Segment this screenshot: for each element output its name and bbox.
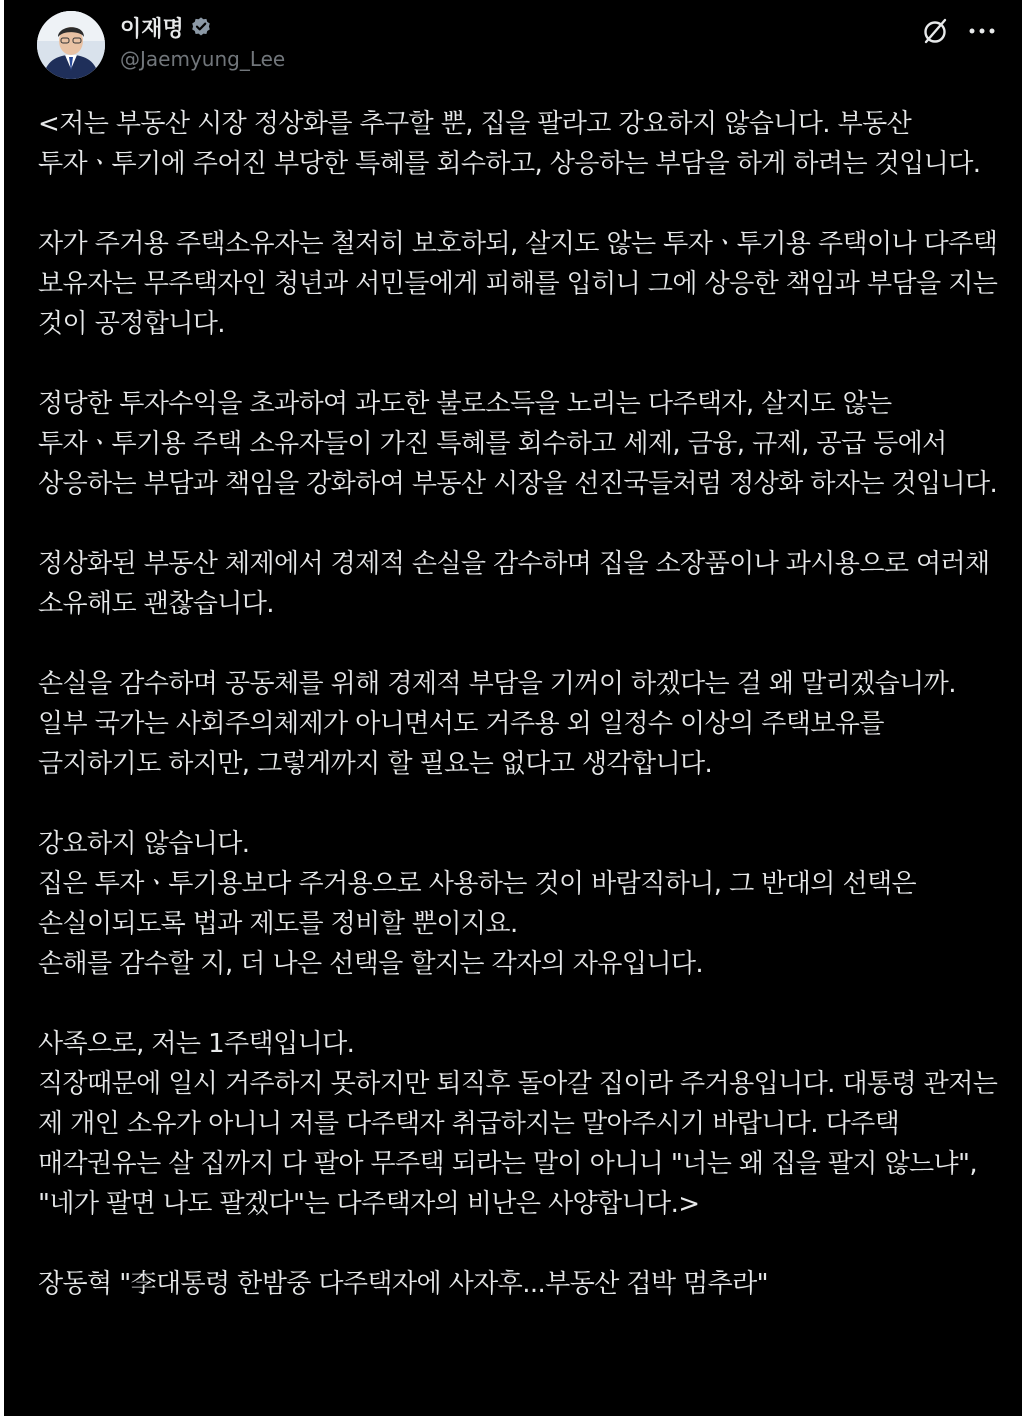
verified-badge-icon: [190, 16, 212, 38]
avatar-image: [37, 11, 105, 79]
post-line: 손해를 감수할 지, 더 나은 선택을 할지는 각자의 자유입니다.: [38, 949, 704, 979]
user-handle[interactable]: @Jaemyung_Lee: [120, 47, 286, 71]
more-options-button[interactable]: [964, 14, 1000, 48]
grok-icon: [920, 16, 950, 46]
post-paragraph-3: 정당한 투자수익을 초과하여 과도한 불로소득을 노리는 다주택자, 살지도 않는 투자ㆍ투기용 주택 소유자들이 가진 특혜를 회수하고 세제, 금융, 규제, 공급 등에서 상응하는 부담과 책임을 강화하여 부동산 시장을 선진국들처럼 정상화 하자는 것입니다.: [38, 389, 998, 499]
post-line: 집은 투자ㆍ투기용보다 주거용으로 사용하는 것이 바람직하니, 그 반대의 선택은 손실이되도록 법과 제도를 정비할 뿐이지요.: [38, 869, 917, 939]
name-row: [120, 12, 212, 42]
post-paragraph-2: 자가 주거용 주택소유자는 철저히 보호하되, 살지도 않는 투자ㆍ투기용 주택이나 다주택 보유자는 무주택자인 청년과 서민들에게 피해를 입히니 그에 상응한 책임과 부담을 지는 것이 공정합니다.: [38, 229, 998, 339]
quoted-headline: 장동혁 "李대통령 한밤중 다주택자에 사자후...부동산 겁박 멈추라": [38, 1269, 769, 1299]
post-paragraph-7: [38, 1024, 1006, 1224]
post-line: 직장때문에 일시 거주하지 못하지만 퇴직후 돌아갈 집이라 주거용입니다. 대통령 관저는 제 개인 소유가 아니니 저를 다주택자 취급하지는 말아주시기 바랍니다. 다주택 매각권유는 살 집까지 다 팔아 무주택 되라는 말이 아니니 "너는 왜 집을 팔지 않느냐", "네가 팔면 나도 팔겠다"는 다주택자의 비난은 사양합니다.>: [38, 1069, 998, 1219]
grok-button[interactable]: [918, 14, 952, 48]
avatar[interactable]: [37, 11, 105, 79]
display-name[interactable]: 이재명: [120, 16, 184, 42]
post-paragraph-6: [38, 824, 1006, 984]
post-paragraph-1: <저는 부동산 시장 정상화를 추구할 뿐, 집을 팔라고 강요하지 않습니다. 부동산 투자ㆍ투기에 주어진 부당한 특혜를 회수하고, 상응하는 부담을 하게 하려는 것입니다.: [38, 109, 981, 179]
post-body: [38, 104, 1006, 1304]
post-paragraph-4: 정상화된 부동산 체제에서 경제적 손실을 감수하며 집을 소장품이나 과시용으로 여러채 소유해도 괜찮습니다.: [38, 549, 990, 619]
post-line: 사족으로, 저는 1주택입니다.: [38, 1029, 355, 1059]
post-frame: [4, 0, 1022, 1416]
post-paragraph-5: 손실을 감수하며 공동체를 위해 경제적 부담을 기꺼이 하겠다는 걸 왜 말리겠습니까. 일부 국가는 사회주의체제가 아니면서도 거주용 외 일정수 이상의 주택보유를 금지하기도 하지만, 그렇게까지 할 필요는 없다고 생각합니다.: [38, 669, 956, 779]
more-options-icon: [967, 26, 997, 36]
post-header: [4, 0, 1022, 90]
post-line: 강요하지 않습니다.: [38, 829, 250, 859]
